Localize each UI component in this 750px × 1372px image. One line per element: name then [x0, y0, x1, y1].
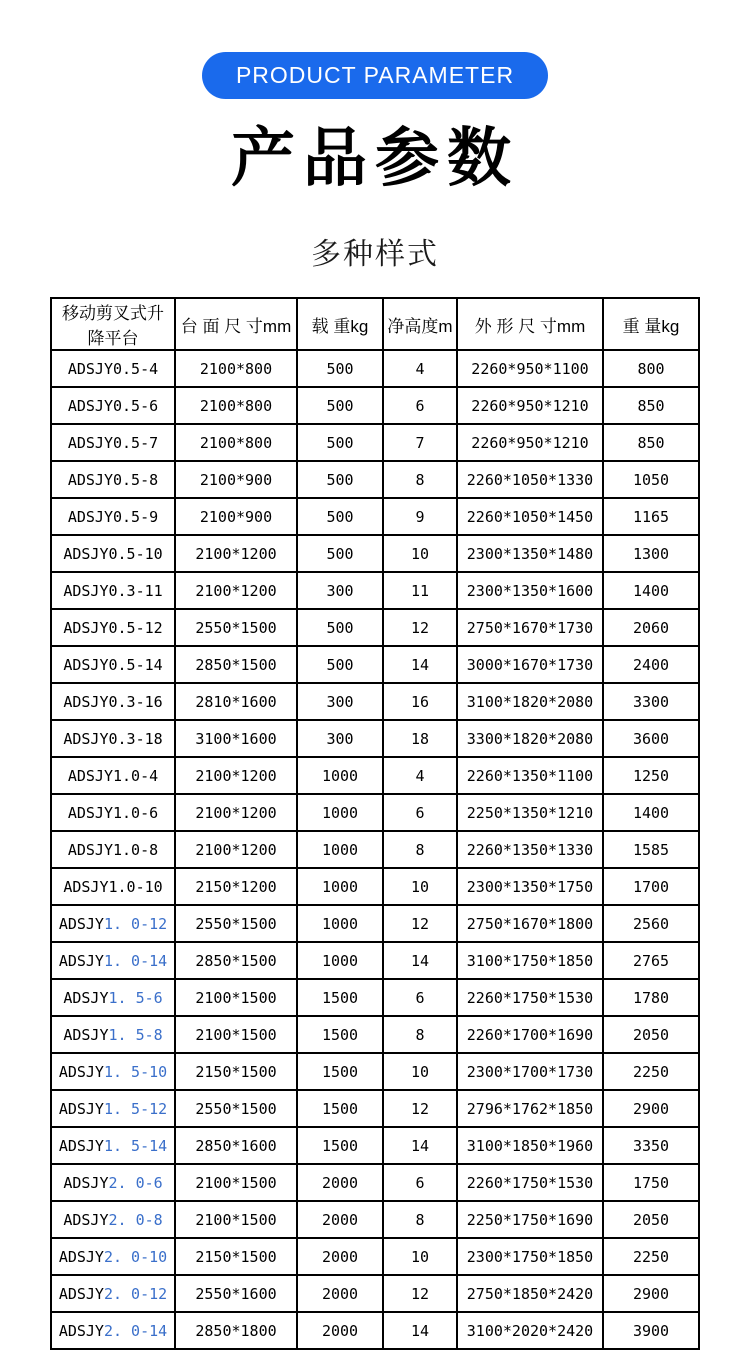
- model-cell: [51, 720, 175, 757]
- model-suffix: 2. 0-12: [103, 1284, 168, 1303]
- height-cell: 10: [383, 535, 457, 572]
- model-prefix: ADSJY: [63, 618, 109, 637]
- model-prefix: ADSJY: [67, 803, 113, 822]
- weight-cell: 1585: [603, 831, 699, 868]
- model-prefix: ADSJY: [67, 359, 113, 378]
- table-row: [51, 1312, 699, 1349]
- load-cell: 2000: [297, 1312, 383, 1349]
- model-prefix: ADSJY: [63, 692, 109, 711]
- table-row: [51, 683, 699, 720]
- col-header-model-line2: 降平台: [87, 329, 139, 348]
- model-suffix: 0.5-12: [108, 618, 163, 637]
- weight-cell: 1700: [603, 868, 699, 905]
- model-prefix: ADSJY: [63, 729, 109, 748]
- weight-cell: 1400: [603, 794, 699, 831]
- model-suffix: 1.0-6: [113, 803, 159, 822]
- weight-cell: 2900: [603, 1275, 699, 1312]
- overall-size-cell: 3100*1820*2080: [457, 683, 603, 720]
- overall-size-cell: 3000*1670*1730: [457, 646, 603, 683]
- load-cell: 1000: [297, 868, 383, 905]
- spec-table-body: [51, 350, 699, 1349]
- height-cell: 9: [383, 498, 457, 535]
- overall-size-cell: 2750*1850*2420: [457, 1275, 603, 1312]
- table-row: [51, 646, 699, 683]
- height-cell: 6: [383, 1164, 457, 1201]
- height-cell: 6: [383, 794, 457, 831]
- model-prefix: ADSJY: [58, 1062, 104, 1081]
- overall-size-cell: 2300*1350*1600: [457, 572, 603, 609]
- height-cell: 12: [383, 1275, 457, 1312]
- model-cell: [51, 461, 175, 498]
- model-suffix: 2. 0-6: [108, 1173, 163, 1192]
- weight-cell: 2050: [603, 1201, 699, 1238]
- page-subtitle: 多种样式: [311, 238, 439, 271]
- model-cell: [51, 1053, 175, 1090]
- model-prefix: ADSJY: [67, 396, 113, 415]
- model-prefix: ADSJY: [63, 655, 109, 674]
- weight-cell: 2400: [603, 646, 699, 683]
- load-cell: 1000: [297, 831, 383, 868]
- model-cell: [51, 831, 175, 868]
- weight-cell: 3350: [603, 1127, 699, 1164]
- platform-size-cell: 2100*800: [175, 424, 297, 461]
- overall-size-cell: 2260*950*1100: [457, 350, 603, 387]
- model-prefix: ADSJY: [63, 544, 109, 563]
- platform-size-cell: 2100*1500: [175, 1201, 297, 1238]
- platform-size-cell: 2100*1200: [175, 572, 297, 609]
- platform-size-cell: 2100*1200: [175, 831, 297, 868]
- height-cell: 10: [383, 1238, 457, 1275]
- model-prefix: ADSJY: [63, 1025, 109, 1044]
- platform-size-cell: 2100*1200: [175, 794, 297, 831]
- overall-size-cell: 2260*1750*1530: [457, 1164, 603, 1201]
- platform-size-cell: 2150*1200: [175, 868, 297, 905]
- page-title: 产品参数: [231, 122, 519, 194]
- table-row: [51, 609, 699, 646]
- load-cell: 1500: [297, 979, 383, 1016]
- model-suffix: 0.5-6: [113, 396, 159, 415]
- overall-size-cell: 2260*950*1210: [457, 424, 603, 461]
- model-cell: [51, 646, 175, 683]
- weight-cell: 1750: [603, 1164, 699, 1201]
- load-cell: 500: [297, 535, 383, 572]
- height-cell: 8: [383, 1016, 457, 1053]
- weight-cell: 3300: [603, 683, 699, 720]
- model-suffix: 0.5-9: [113, 507, 159, 526]
- col-header-net-height: 净高度m: [383, 298, 457, 350]
- product-parameter-badge: PRODUCT PARAMETER: [202, 52, 548, 99]
- load-cell: 1000: [297, 905, 383, 942]
- overall-size-cell: 3100*1850*1960: [457, 1127, 603, 1164]
- table-row: [51, 1275, 699, 1312]
- model-suffix: 1. 5-12: [103, 1099, 168, 1118]
- col-header-platform-size: 台 面 尺 寸mm: [175, 298, 297, 350]
- height-cell: 4: [383, 757, 457, 794]
- table-row: [51, 979, 699, 1016]
- model-suffix: 2. 0-8: [108, 1210, 163, 1229]
- model-suffix: 0.5-8: [113, 470, 159, 489]
- model-cell: [51, 683, 175, 720]
- overall-size-cell: 2260*950*1210: [457, 387, 603, 424]
- platform-size-cell: 2150*1500: [175, 1053, 297, 1090]
- overall-size-cell: 2260*1350*1100: [457, 757, 603, 794]
- load-cell: 500: [297, 646, 383, 683]
- model-cell: [51, 1164, 175, 1201]
- platform-size-cell: 2550*1500: [175, 905, 297, 942]
- load-cell: 1500: [297, 1090, 383, 1127]
- model-prefix: ADSJY: [63, 1173, 109, 1192]
- table-row: [51, 942, 699, 979]
- load-cell: 2000: [297, 1275, 383, 1312]
- overall-size-cell: 3100*2020*2420: [457, 1312, 603, 1349]
- load-cell: 500: [297, 424, 383, 461]
- model-cell: [51, 498, 175, 535]
- platform-size-cell: 2810*1600: [175, 683, 297, 720]
- table-row: [51, 1053, 699, 1090]
- model-prefix: ADSJY: [63, 877, 109, 896]
- model-prefix: ADSJY: [67, 507, 113, 526]
- platform-size-cell: 3100*1600: [175, 720, 297, 757]
- load-cell: 500: [297, 387, 383, 424]
- platform-size-cell: 2100*900: [175, 461, 297, 498]
- overall-size-cell: 2260*1050*1330: [457, 461, 603, 498]
- load-cell: 500: [297, 609, 383, 646]
- table-row: [51, 1164, 699, 1201]
- model-suffix: 1.0-8: [113, 840, 159, 859]
- height-cell: 7: [383, 424, 457, 461]
- model-suffix: 0.3-18: [108, 729, 163, 748]
- platform-size-cell: 2100*1200: [175, 757, 297, 794]
- overall-size-cell: 2750*1670*1800: [457, 905, 603, 942]
- col-header-overall-size: 外 形 尺 寸mm: [457, 298, 603, 350]
- model-prefix: ADSJY: [58, 951, 104, 970]
- weight-cell: 1050: [603, 461, 699, 498]
- height-cell: 14: [383, 1312, 457, 1349]
- table-row: [51, 387, 699, 424]
- platform-size-cell: 2850*1500: [175, 646, 297, 683]
- platform-size-cell: 2100*1500: [175, 1016, 297, 1053]
- model-suffix: 1.0-10: [108, 877, 163, 896]
- model-prefix: ADSJY: [67, 433, 113, 452]
- model-suffix: 1. 5-8: [108, 1025, 163, 1044]
- platform-size-cell: 2100*1200: [175, 535, 297, 572]
- model-suffix: 2. 0-10: [103, 1247, 168, 1266]
- table-row: [51, 424, 699, 461]
- load-cell: 2000: [297, 1238, 383, 1275]
- spec-table: [50, 297, 700, 1350]
- table-row: [51, 572, 699, 609]
- table-row: [51, 720, 699, 757]
- product-parameter-page: [0, 52, 750, 1372]
- model-prefix: ADSJY: [63, 581, 109, 600]
- weight-cell: 850: [603, 424, 699, 461]
- platform-size-cell: 2550*1500: [175, 609, 297, 646]
- weight-cell: 2050: [603, 1016, 699, 1053]
- weight-cell: 1250: [603, 757, 699, 794]
- model-suffix: 0.5-10: [108, 544, 163, 563]
- model-cell: [51, 1275, 175, 1312]
- table-row: [51, 1090, 699, 1127]
- height-cell: 14: [383, 942, 457, 979]
- overall-size-cell: 2300*1750*1850: [457, 1238, 603, 1275]
- load-cell: 1500: [297, 1016, 383, 1053]
- platform-size-cell: 2850*1800: [175, 1312, 297, 1349]
- height-cell: 12: [383, 609, 457, 646]
- weight-cell: 1780: [603, 979, 699, 1016]
- height-cell: 14: [383, 646, 457, 683]
- overall-size-cell: 2796*1762*1850: [457, 1090, 603, 1127]
- table-header-row: [51, 298, 699, 350]
- model-cell: [51, 535, 175, 572]
- model-cell: [51, 868, 175, 905]
- weight-cell: 800: [603, 350, 699, 387]
- model-prefix: ADSJY: [58, 1284, 104, 1303]
- model-suffix: 1. 5-10: [103, 1062, 168, 1081]
- platform-size-cell: 2100*1500: [175, 979, 297, 1016]
- overall-size-cell: 2300*1350*1750: [457, 868, 603, 905]
- weight-cell: 2250: [603, 1053, 699, 1090]
- height-cell: 4: [383, 350, 457, 387]
- load-cell: 500: [297, 498, 383, 535]
- model-cell: [51, 942, 175, 979]
- height-cell: 11: [383, 572, 457, 609]
- model-cell: [51, 1127, 175, 1164]
- platform-size-cell: 2150*1500: [175, 1238, 297, 1275]
- load-cell: 2000: [297, 1201, 383, 1238]
- col-header-model-line1: 移动剪叉式升: [62, 304, 164, 323]
- load-cell: 300: [297, 683, 383, 720]
- height-cell: 6: [383, 387, 457, 424]
- load-cell: 300: [297, 720, 383, 757]
- overall-size-cell: 3300*1820*2080: [457, 720, 603, 757]
- weight-cell: 2765: [603, 942, 699, 979]
- platform-size-cell: 2550*1600: [175, 1275, 297, 1312]
- load-cell: 1000: [297, 794, 383, 831]
- model-cell: [51, 424, 175, 461]
- model-suffix: 1.0-4: [113, 766, 159, 785]
- table-row: [51, 1016, 699, 1053]
- model-prefix: ADSJY: [58, 914, 104, 933]
- model-prefix: ADSJY: [58, 1099, 104, 1118]
- height-cell: 14: [383, 1127, 457, 1164]
- model-suffix: 1. 0-14: [103, 951, 168, 970]
- model-suffix: 0.5-7: [113, 433, 159, 452]
- model-prefix: ADSJY: [63, 1210, 109, 1229]
- height-cell: 6: [383, 979, 457, 1016]
- col-header-load: 载 重kg: [297, 298, 383, 350]
- load-cell: 300: [297, 572, 383, 609]
- height-cell: 8: [383, 1201, 457, 1238]
- model-cell: [51, 1238, 175, 1275]
- platform-size-cell: 2100*1500: [175, 1164, 297, 1201]
- table-row: [51, 794, 699, 831]
- load-cell: 1500: [297, 1127, 383, 1164]
- height-cell: 18: [383, 720, 457, 757]
- weight-cell: 2250: [603, 1238, 699, 1275]
- height-cell: 10: [383, 1053, 457, 1090]
- load-cell: 1000: [297, 942, 383, 979]
- model-prefix: ADSJY: [58, 1247, 104, 1266]
- load-cell: 2000: [297, 1164, 383, 1201]
- height-cell: 8: [383, 831, 457, 868]
- overall-size-cell: 2250*1750*1690: [457, 1201, 603, 1238]
- weight-cell: 1165: [603, 498, 699, 535]
- weight-cell: 2060: [603, 609, 699, 646]
- load-cell: 500: [297, 350, 383, 387]
- model-cell: [51, 1090, 175, 1127]
- model-suffix: 2. 0-14: [103, 1321, 168, 1340]
- model-cell: [51, 794, 175, 831]
- model-prefix: ADSJY: [67, 840, 113, 859]
- model-suffix: 0.5-14: [108, 655, 163, 674]
- load-cell: 500: [297, 461, 383, 498]
- model-suffix: 1. 5-14: [103, 1136, 168, 1155]
- load-cell: 1000: [297, 757, 383, 794]
- platform-size-cell: 2550*1500: [175, 1090, 297, 1127]
- model-cell: [51, 572, 175, 609]
- model-suffix: 0.3-11: [108, 581, 163, 600]
- overall-size-cell: 2250*1350*1210: [457, 794, 603, 831]
- overall-size-cell: 2260*1350*1330: [457, 831, 603, 868]
- table-row: [51, 535, 699, 572]
- table-row: [51, 1238, 699, 1275]
- table-row: [51, 1127, 699, 1164]
- model-cell: [51, 387, 175, 424]
- table-row: [51, 350, 699, 387]
- model-cell: [51, 905, 175, 942]
- height-cell: 12: [383, 905, 457, 942]
- model-cell: [51, 350, 175, 387]
- platform-size-cell: 2850*1600: [175, 1127, 297, 1164]
- model-prefix: ADSJY: [58, 1136, 104, 1155]
- weight-cell: 2560: [603, 905, 699, 942]
- weight-cell: 3900: [603, 1312, 699, 1349]
- overall-size-cell: 2750*1670*1730: [457, 609, 603, 646]
- model-suffix: 0.5-4: [113, 359, 159, 378]
- model-cell: [51, 979, 175, 1016]
- table-row: [51, 498, 699, 535]
- model-suffix: 1. 5-6: [108, 988, 163, 1007]
- model-cell: [51, 1016, 175, 1053]
- table-row: [51, 831, 699, 868]
- model-cell: [51, 1201, 175, 1238]
- model-prefix: ADSJY: [58, 1321, 104, 1340]
- overall-size-cell: 2260*1050*1450: [457, 498, 603, 535]
- platform-size-cell: 2100*900: [175, 498, 297, 535]
- model-cell: [51, 757, 175, 794]
- load-cell: 1500: [297, 1053, 383, 1090]
- table-row: [51, 905, 699, 942]
- weight-cell: 850: [603, 387, 699, 424]
- overall-size-cell: 2260*1750*1530: [457, 979, 603, 1016]
- weight-cell: 1400: [603, 572, 699, 609]
- table-row: [51, 461, 699, 498]
- table-row: [51, 757, 699, 794]
- model-prefix: ADSJY: [63, 988, 109, 1007]
- height-cell: 16: [383, 683, 457, 720]
- overall-size-cell: 2300*1700*1730: [457, 1053, 603, 1090]
- model-suffix: 0.3-16: [108, 692, 163, 711]
- height-cell: 12: [383, 1090, 457, 1127]
- col-header-model: [51, 298, 175, 350]
- model-cell: [51, 609, 175, 646]
- weight-cell: 2900: [603, 1090, 699, 1127]
- overall-size-cell: 2300*1350*1480: [457, 535, 603, 572]
- platform-size-cell: 2850*1500: [175, 942, 297, 979]
- table-row: [51, 1201, 699, 1238]
- table-row: [51, 868, 699, 905]
- weight-cell: 3600: [603, 720, 699, 757]
- model-suffix: 1. 0-12: [103, 914, 168, 933]
- col-header-weight: 重 量kg: [603, 298, 699, 350]
- overall-size-cell: 3100*1750*1850: [457, 942, 603, 979]
- model-prefix: ADSJY: [67, 766, 113, 785]
- model-cell: [51, 1312, 175, 1349]
- platform-size-cell: 2100*800: [175, 350, 297, 387]
- platform-size-cell: 2100*800: [175, 387, 297, 424]
- weight-cell: 1300: [603, 535, 699, 572]
- height-cell: 8: [383, 461, 457, 498]
- height-cell: 10: [383, 868, 457, 905]
- model-prefix: ADSJY: [67, 470, 113, 489]
- overall-size-cell: 2260*1700*1690: [457, 1016, 603, 1053]
